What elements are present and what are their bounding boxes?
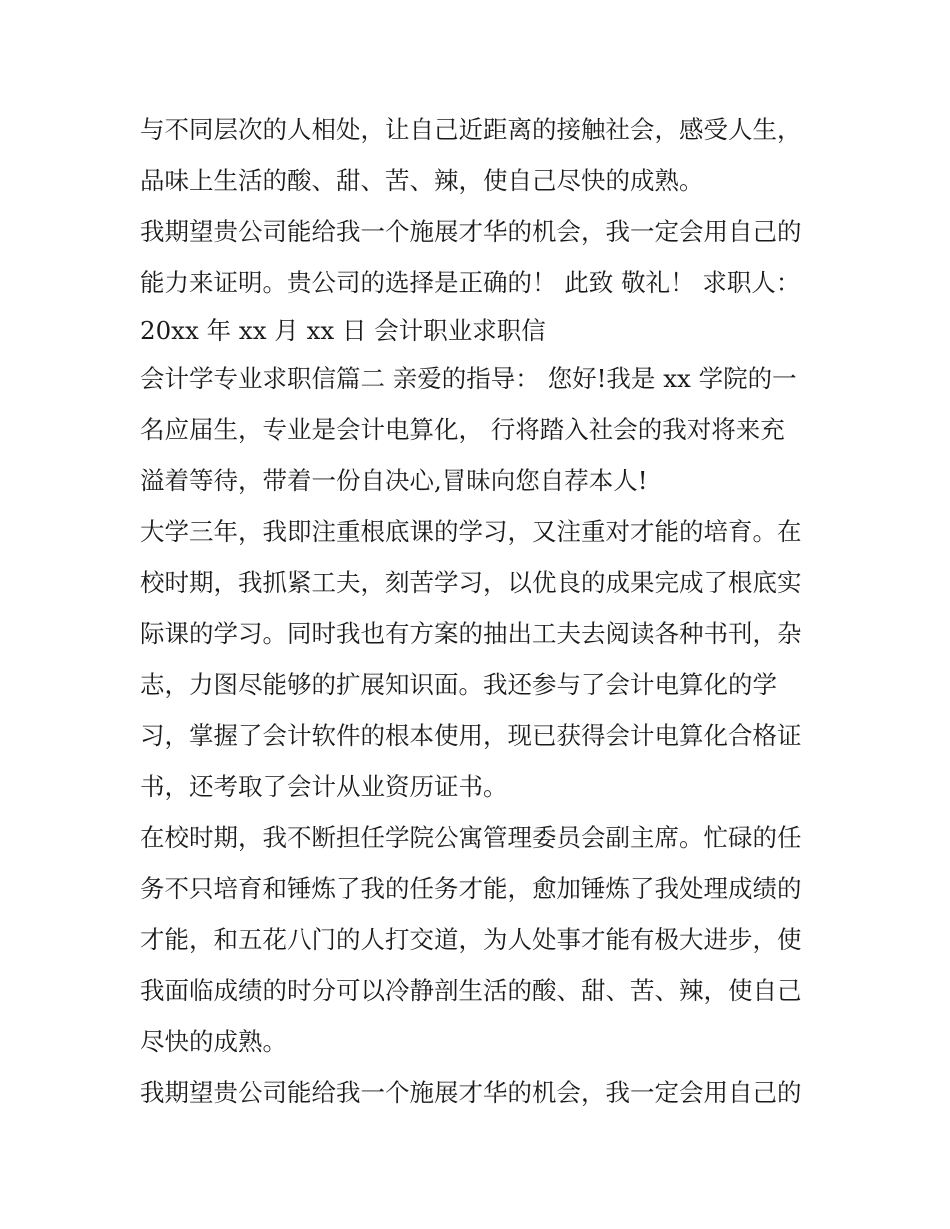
text-line: 我期望贵公司能给我一个施展才华的机会，我一定会用自己的 — [140, 217, 802, 246]
text-line: 会计学专业求职信篇二 亲爱的指导： 您好!我是 xx 学院的一 — [140, 364, 797, 393]
text-line: 溢着等待，带着一份自决心,冒昧向您自荐本人! — [140, 466, 648, 495]
text-line: 校时期，我抓紧工夫，刻苦学习，以优良的成果完成了根底实 — [140, 568, 802, 597]
text-line: 与不同层次的人相处，让自己近距离的接触社会，感受人生， — [140, 115, 802, 144]
text-line: 名应届生，专业是会计电算化， 行将踏入社会的我对将来充 — [140, 415, 785, 444]
text-line: 我面临成绩的时分可以冷静剖生活的酸、甜、苦、辣，使自己 — [140, 976, 802, 1005]
text-line: 尽快的成熟。 — [140, 1027, 287, 1056]
text-line: 志，力图尽能够的扩展知识面。我还参与了会计电算化的学 — [140, 670, 777, 699]
text-line: 20xx 年 xx 月 xx 日 会计职业求职信 — [140, 316, 546, 345]
text-line: 在校时期，我不断担任学院公寓管理委员会副主席。忙碌的任 — [140, 823, 802, 852]
text-line: 务不只培育和锤炼了我的任务才能，愈加锤炼了我处理成绩的 — [140, 874, 802, 903]
text-line: 才能，和五花八门的人打交道，为人处事才能有极大进步，使 — [140, 925, 802, 954]
text-line: 际课的学习。同时我也有方案的抽出工夫去阅读各种书刊，杂 — [140, 619, 802, 648]
document-body — [140, 104, 820, 1118]
text-line: 我期望贵公司能给我一个施展才华的机会，我一定会用自己的 — [140, 1078, 802, 1107]
text-line: 大学三年，我即注重根底课的学习，又注重对才能的培育。在 — [140, 517, 802, 546]
text-line: 习，掌握了会计软件的根本使用，现已获得会计电算化合格证 — [140, 721, 802, 750]
text-line: 品味上生活的酸、甜、苦、辣，使自己尽快的成熟。 — [140, 166, 704, 195]
text-line: 书，还考取了会计从业资历证书。 — [140, 772, 508, 801]
text-line: 能力来证明。贵公司的选择是正确的！ 此致 敬礼！ 求职人： — [140, 268, 801, 297]
